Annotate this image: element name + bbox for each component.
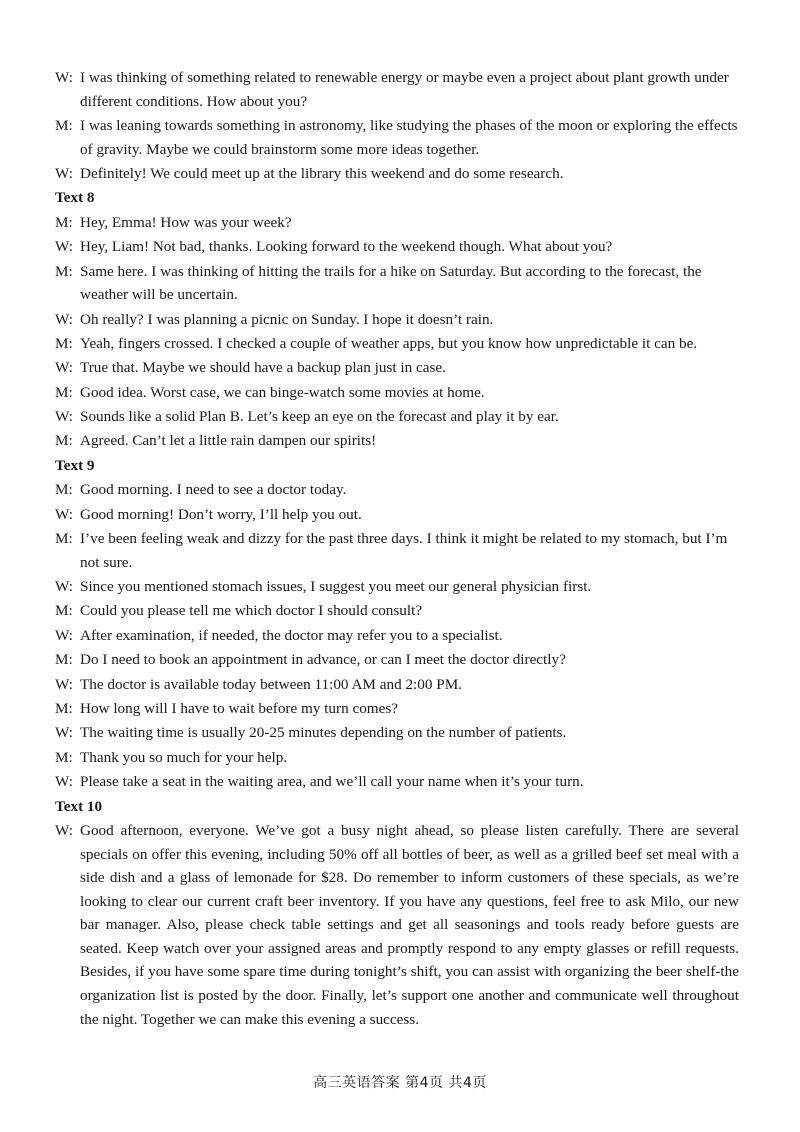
page-footer: 高三英语答案 第4页 共4页 [313,1075,487,1091]
speaker-label: M: [55,432,73,450]
dialogue-text: Please take a seat in the waiting area, and we’ll call your name when it’s your turn. [80,773,584,791]
speaker-label: M: [55,748,73,766]
dialogue-line [55,162,739,186]
dialogue-line [55,770,739,794]
speaker-label: W: [55,164,73,182]
speaker-label: W: [55,773,73,791]
speaker-label: W: [55,310,73,328]
dialogue-line [55,260,739,307]
dialogue-line [55,332,739,356]
speaker-label: M: [55,530,73,548]
dialogue-line [55,721,739,745]
dialogue-text: True that. Maybe we should have a backup plan just in case. [80,359,446,377]
dialogue-text: Yeah, fingers crossed. I checked a couple of weather apps, but you know how unpredictable it can be. [80,334,698,352]
speaker-label: W: [55,626,73,644]
dialogue-line [55,648,739,672]
dialogue-line [55,599,739,623]
speaker-label: W: [55,408,73,426]
dialogue-text: After examination, if needed, the doctor may refer you to a specialist. [80,626,503,644]
dialogue-line [55,503,739,527]
dialogue-text: Could you please tell me which doctor I should consult? [80,602,423,620]
dialogue-text: I was thinking of something related to renewable energy or maybe even a project about plant growth under different conditions. How about you? [80,69,729,110]
speaker-label: W: [55,578,73,596]
dialogue-line [55,66,739,113]
dialogue-text: Thank you so much for your help. [80,748,288,766]
speaker-label: W: [55,724,73,742]
section-heading: Text 10 [55,797,103,815]
speaker-label: M: [55,602,73,620]
dialogue-line [55,429,739,453]
dialogue-text: Since you mentioned stomach issues, I suggest you meet our general physician first. [80,578,592,596]
speaker-label: M: [55,699,73,717]
dialogue-line [55,697,739,721]
dialogue-text: Same here. I was thinking of hitting the trails for a hike on Saturday. But according to the forecast, the weather will be uncertain. [80,262,702,304]
dialogue-text: Good morning. I need to see a doctor today. [80,481,347,499]
dialogue-text: Oh really? I was planning a picnic on Sunday. I hope it doesn’t rain. [80,310,494,328]
dialogue-text: Definitely! We could meet up at the library this weekend and do some research. [80,164,564,182]
dialogue-line [55,211,739,235]
speaker-label: M: [55,334,73,352]
dialogue-line [55,673,739,697]
section-heading: Text 8 [55,189,95,207]
dialogue-text: Good morning! Don’t worry, I’ll help you out. [80,505,362,523]
dialogue-text: Agreed. Can’t let a little rain dampen our spirits! [80,432,377,450]
speaker-label: M: [55,213,73,231]
speaker-label: M: [55,383,73,401]
dialogue-line [55,235,739,259]
dialogue-text: I’ve been feeling weak and dizzy for the past three days. I think it might be related to my stomach, but I’m not sure. [80,530,728,571]
speaker-label: W: [55,359,73,377]
dialogue-line [55,819,739,1031]
dialogue-text: Good afternoon, everyone. We’ve got a busy night ahead, so please listen carefully. There are several specials on offer this evening, including 50% off all bottles of beer, as well as a grilled beef set meal with a side dish and a glass of lemonade for $28. Do remember to inform customers of these specials, as we’re looking to clear our current craft beer inventory. If you have any questions, feel free to ask Milo, our new bar manager. Also, please check table settings and get all seasonings and tools ready before guests are seated. Keep watch over your assigned areas and promptly respond to any empty glasses or refill requests. Besides, if you have some spare time during tonight’s shift, you can assist with organizing the beer shelf-the organization list is posted by the door. Finally, let’s support one another and communicate well throughout the night. Together we can make this evening a success. [80,821,739,1028]
speaker-label: M: [55,481,73,499]
section-heading: Text 9 [55,456,95,474]
transcript-content [55,66,739,1032]
speaker-label: W: [55,69,73,86]
speaker-label: W: [55,505,73,523]
dialogue-line [55,575,739,599]
dialogue-line [55,356,739,380]
dialogue-text: Hey, Liam! Not bad, thanks. Looking forward to the weekend though. What about you? [80,238,613,256]
dialogue-text: How long will I have to wait before my turn comes? [80,699,399,717]
dialogue-line [55,527,739,574]
dialogue-text: Hey, Emma! How was your week? [80,213,292,231]
dialogue-text: Do I need to book an appointment in advance, or can I meet the doctor directly? [80,651,566,669]
dialogue-text: The doctor is available today between 11:00 AM and 2:00 PM. [80,675,463,693]
dialogue-line [55,308,739,332]
speaker-label: W: [55,238,73,256]
dialogue-line [55,624,739,648]
dialogue-text: I was leaning towards something in astronomy, like studying the phases of the moon or exploring the effects of gravity. Maybe we could brainstorm some more ideas together. [80,116,738,158]
speaker-label: W: [55,821,73,839]
dialogue-line [55,746,739,770]
speaker-label: M: [55,262,73,280]
dialogue-line [55,478,739,502]
dialogue-text: Sounds like a solid Plan B. Let’s keep an eye on the forecast and play it by ear. [80,408,559,426]
dialogue-line [55,405,739,429]
dialogue-line [55,381,739,405]
speaker-label: M: [55,651,73,669]
dialogue-text: Good idea. Worst case, we can binge-watch some movies at home. [80,383,485,401]
dialogue-line [55,114,739,161]
speaker-label: W: [55,675,73,693]
dialogue-text: The waiting time is usually 20-25 minutes depending on the number of patients. [80,724,567,742]
speaker-label: M: [55,116,73,134]
